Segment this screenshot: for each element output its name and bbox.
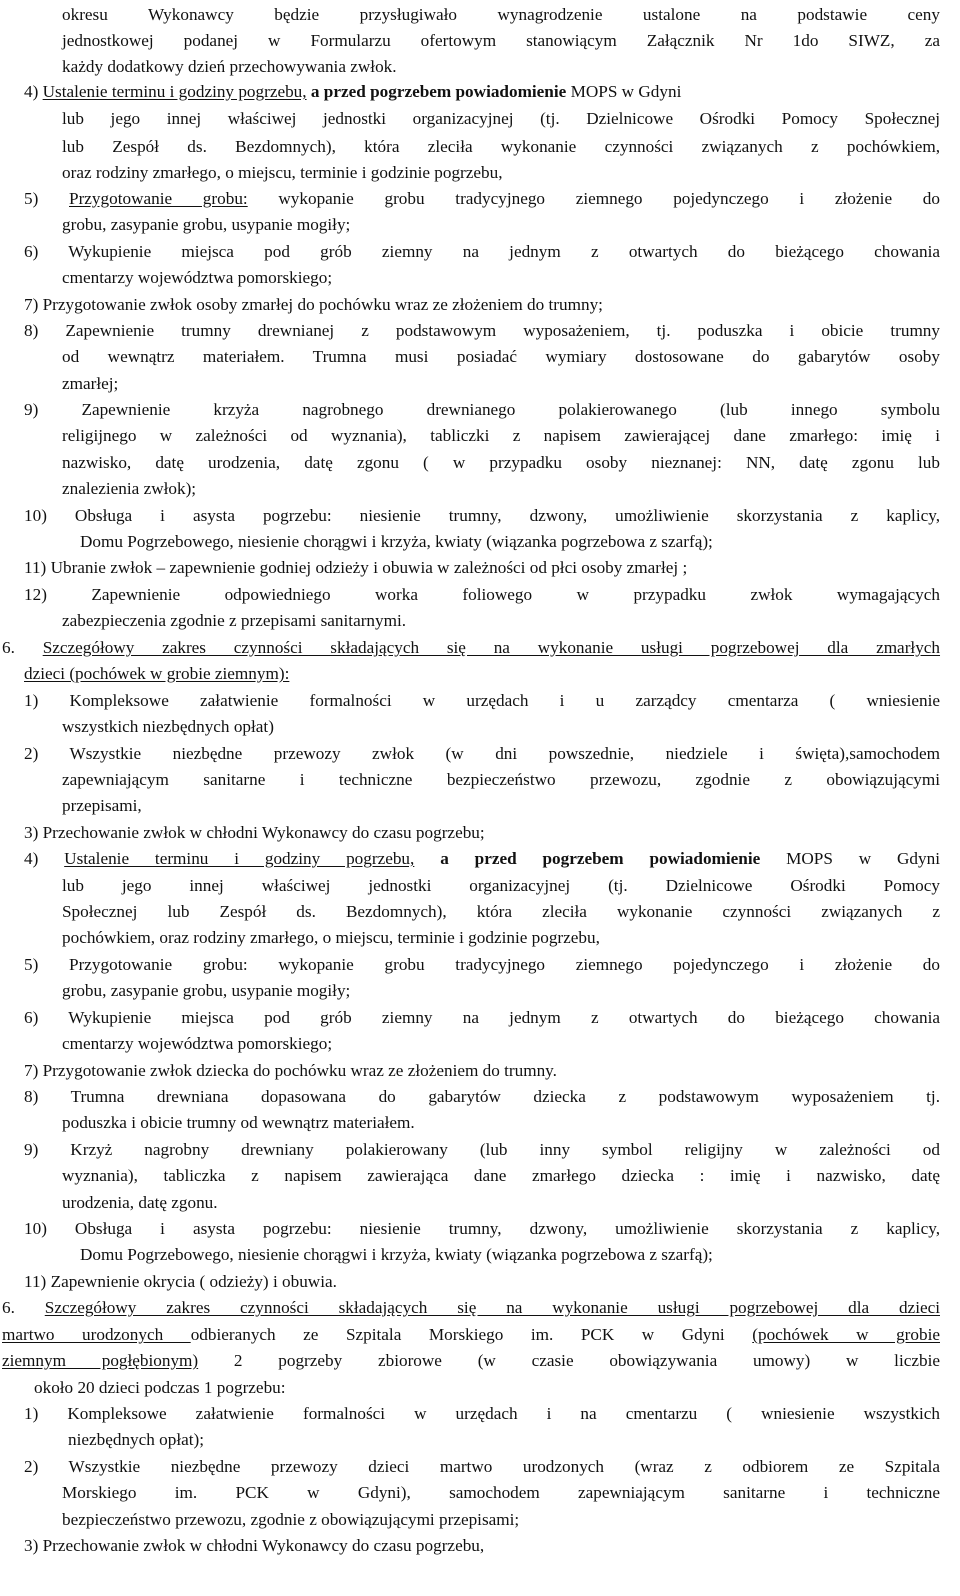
text-line: zmarłej;	[62, 374, 119, 393]
text-span: MOPS w Gdyni	[760, 849, 940, 868]
underlined-text: Szczegółowy zakres czynności składających się na wykonanie usługi pogrzebowej dla zmarłych	[42, 638, 941, 657]
text-line: lub jego innej właściwej jednostki organizacyjnej (tj. Dzielnicowe Ośrodki Pomocy	[62, 876, 940, 895]
text-line: 1) Kompleksowe załatwienie formalności w urzędach i na cmentarzu ( wniesienie wszystkich	[24, 1404, 940, 1423]
text-line	[24, 186, 940, 212]
text-line: 2) Wszystkie niezbędne przewozy zwłok (w dni powszednie, niedziele i święta),samochodem	[24, 744, 940, 763]
text-line: 6) Wykupienie miejsca pod grób ziemny na jednym z otwartych do bieżącego chowania	[24, 1008, 940, 1027]
underlined-text: martwo urodzonych	[2, 1325, 191, 1344]
underlined-text: (pochówek w grobie	[752, 1325, 940, 1344]
text-line: cmentarzy województwa pomorskiego;	[62, 268, 333, 287]
underlined-text: Ustalenie terminu i godziny pogrzebu,	[42, 82, 307, 101]
text-span: 6.	[2, 638, 43, 657]
text-line: 10) Obsługa i asysta pogrzebu: niesienie trumny, dzwony, umożliwienie skorzystania z kaplicy,	[24, 506, 940, 525]
text-line	[2, 1295, 940, 1321]
text-line: religijnego w zależności od wyznania), tabliczki z napisem zawierającej dane zmarłego: imię i	[62, 426, 940, 445]
text-line: okresu Wykonawcy będzie przysługiwało wynagrodzenie ustalone na podstawie ceny	[62, 5, 940, 24]
text-line: lub Zespół ds. Bezdomnych), która zleciła wykonanie czynności związanych z pochówkiem,	[62, 137, 940, 156]
text-span: wykopanie grobu tradycyjnego ziemnego pojedynczego i złożenie do	[247, 189, 940, 208]
text-line: 12) Zapewnienie odpowiedniego worka foliowego w przypadku zwłok wymagających	[24, 585, 940, 604]
text-line	[24, 661, 289, 687]
text-span	[414, 849, 440, 868]
text-line: jednostkowej podanej w Formularzu ofertowym stanowiącym Załącznik Nr 1do SIWZ, za	[62, 31, 940, 50]
text-line: 8) Trumna drewniana dopasowana do gabarytów dziecka z podstawowym wyposażeniem tj.	[24, 1087, 940, 1106]
text-line: cmentarzy województwa pomorskiego;	[62, 1034, 333, 1053]
text-line	[2, 1322, 940, 1348]
text-line: oraz rodziny zmarłego, o miejscu, terminie i godzinie pogrzebu,	[62, 163, 503, 182]
text-span: 2 pogrzeby zbiorowe (w czasie obowiązywania umowy) w liczbie	[198, 1351, 940, 1370]
text-span: 4)	[24, 849, 65, 868]
text-line: Domu Pogrzebowego, niesienie chorągwi i krzyża, kwiaty (wiązanka pogrzebowa z szarfą);	[80, 532, 713, 551]
underlined-text: Przygotowanie grobu:	[69, 189, 248, 208]
text-line: 3) Przechowanie zwłok w chłodni Wykonawcy do czasu pogrzebu;	[24, 823, 485, 842]
text-line: 11) Zapewnienie okrycia ( odzieży) i obuwia.	[24, 1272, 337, 1291]
text-span: 5)	[24, 189, 70, 208]
text-line	[2, 635, 940, 661]
text-line: 11) Ubranie zwłok – zapewnienie godniej odzieży i obuwia w zależności od płci osoby zmarłej ;	[24, 558, 688, 577]
text-line: zapewniającym sanitarne i techniczne bezpieczeństwo przewozu, zgodnie z obowiązującymi	[62, 770, 940, 789]
text-line: zabezpieczenia zgodnie z przepisami sanitarnymi.	[62, 611, 407, 630]
bold-text: a przed pogrzebem powiadomienie	[440, 849, 761, 868]
text-line: nazwisko, datę urodzenia, datę zgonu ( w przypadku osoby nieznanej: NN, datę zgonu lub	[62, 453, 940, 472]
text-line: urodzenia, datę zgonu.	[62, 1193, 218, 1212]
text-line	[2, 1348, 940, 1374]
text-span: MOPS w Gdyni	[566, 82, 682, 101]
text-line: 9) Zapewnienie krzyża nagrobnego drewnianego polakierowanego (lub innego symbolu	[24, 400, 940, 419]
text-line: bezpieczeństwo przewozu, zgodnie z obowiązującymi przepisami;	[62, 1510, 520, 1529]
text-span: odbieranych ze Szpitala Morskiego im. PCK w Gdyni	[190, 1325, 753, 1344]
text-line	[24, 846, 940, 872]
text-line: lub jego innej właściwej jednostki organizacyjnej (tj. Dzielnicowe Ośrodki Pomocy Społecznej	[62, 109, 940, 128]
text-line: poduszka i obicie trumny od wewnątrz materiałem.	[62, 1113, 415, 1132]
underlined-text: dzieci (pochówek w grobie ziemnym):	[24, 664, 290, 683]
underlined-text: Ustalenie terminu i godziny pogrzebu,	[64, 849, 415, 868]
underlined-text: Szczegółowy zakres czynności składających się na wykonanie usługi pogrzebowej dla dzieci	[44, 1298, 940, 1317]
text-line: Morskiego im. PCK w Gdyni), samochodem zapewniającym sanitarne i techniczne	[62, 1483, 940, 1502]
text-line: 10) Obsługa i asysta pogrzebu: niesienie trumny, dzwony, umożliwienie skorzystania z kaplicy,	[24, 1219, 940, 1238]
text-line: przepisami,	[62, 796, 142, 815]
text-line: od wewnątrz materiałem. Trumna musi posiadać wymiary dostosowane do gabarytów osoby	[62, 347, 940, 366]
text-span: 6.	[2, 1298, 45, 1317]
text-line: około 20 dzieci podczas 1 pogrzebu:	[34, 1378, 286, 1397]
text-line: wszystkich niezbędnych opłat)	[62, 717, 274, 736]
text-line: Społecznej lub Zespół ds. Bezdomnych), która zleciła wykonanie czynności związanych z	[62, 902, 940, 921]
text-line: 8) Zapewnienie trumny drewnianej z podstawowym wyposażeniem, tj. poduszka i obicie trumny	[24, 321, 940, 340]
text-line: 7) Przygotowanie zwłok dziecka do pochówku wraz ze złożeniem do trumny.	[24, 1061, 557, 1080]
text-line: pochówkiem, oraz rodziny zmarłego, o miejscu, terminie i godzinie pogrzebu,	[62, 928, 600, 947]
text-line: grobu, zasypanie grobu, usypanie mogiły;	[62, 215, 351, 234]
text-line: Domu Pogrzebowego, niesienie chorągwi i krzyża, kwiaty (wiązanka pogrzebowa z szarfą);	[80, 1245, 713, 1264]
bold-text: a przed pogrzebem powiadomienie	[310, 82, 567, 101]
text-line: grobu, zasypanie grobu, usypanie mogiły;	[62, 981, 351, 1000]
text-line	[24, 79, 681, 105]
text-line: każdy dodatkowy dzień przechowywania zwłok.	[62, 57, 397, 76]
text-line: 5) Przygotowanie grobu: wykopanie grobu tradycyjnego ziemnego pojedynczego i złożenie do	[24, 955, 940, 974]
text-span: 4)	[24, 82, 43, 101]
text-line: 1) Kompleksowe załatwienie formalności w urzędach i u zarządcy cmentarza ( wniesienie	[24, 691, 940, 710]
text-line: wyznania), tabliczka z napisem zawierająca dane zmarłego dziecka : imię i nazwisko, datę	[62, 1166, 940, 1185]
text-line: 2) Wszystkie niezbędne przewozy dzieci martwo urodzonych (wraz z odbiorem ze Szpitala	[24, 1457, 940, 1476]
text-line: 3) Przechowanie zwłok w chłodni Wykonawcy do czasu pogrzebu,	[24, 1536, 485, 1555]
text-line: 9) Krzyż nagrobny drewniany polakierowany (lub inny symbol religijny w zależności od	[24, 1140, 940, 1159]
text-line: niezbędnych opłat);	[68, 1430, 205, 1449]
text-line: znalezienia zwłok);	[62, 479, 197, 498]
text-line: 6) Wykupienie miejsca pod grób ziemny na jednym z otwartych do bieżącego chowania	[24, 242, 940, 261]
text-line: 7) Przygotowanie zwłok osoby zmarłej do pochówku wraz ze złożeniem do trumny;	[24, 295, 603, 314]
underlined-text: ziemnym pogłębionym)	[2, 1351, 199, 1370]
